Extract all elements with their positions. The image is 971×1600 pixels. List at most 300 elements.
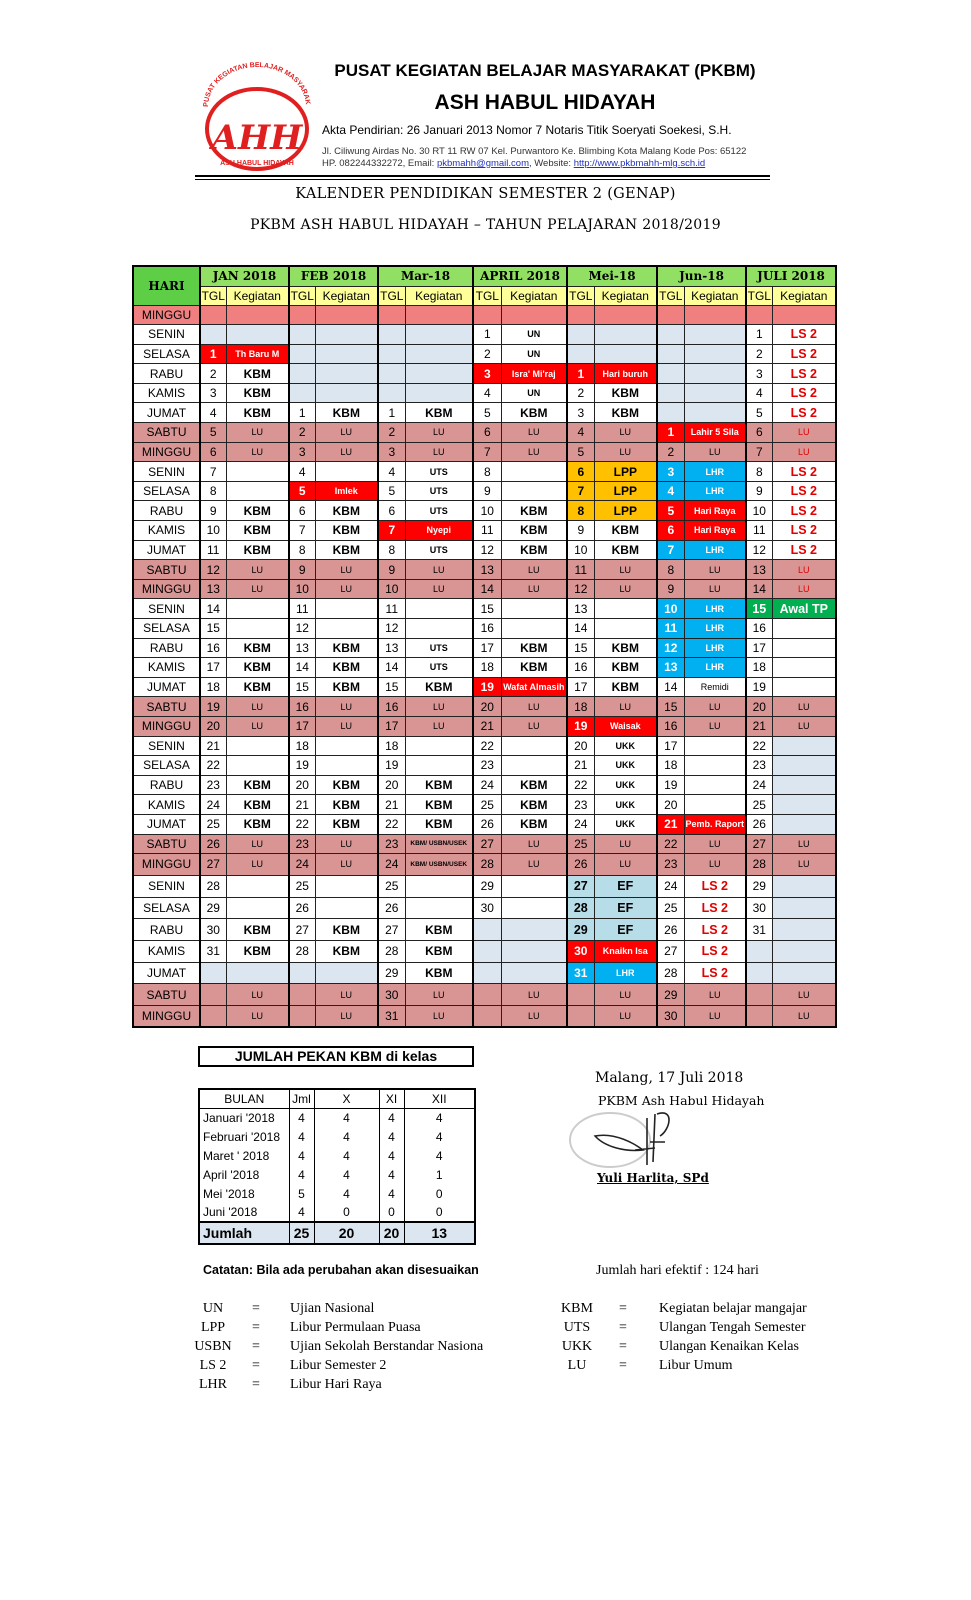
- activity-cell: KBM: [315, 795, 378, 815]
- date-cell: 11: [567, 560, 594, 580]
- date-cell: [746, 1005, 772, 1027]
- activity-cell: LU: [405, 697, 473, 717]
- date-cell: 30: [657, 1005, 684, 1027]
- activity-cell: [684, 756, 746, 776]
- activity-cell: [594, 344, 657, 364]
- date-cell: 24: [200, 795, 226, 815]
- calendar-row: [133, 481, 836, 501]
- day-name: JUMAT: [133, 677, 200, 697]
- activity-cell: LU: [405, 442, 473, 462]
- activity-cell: LU: [315, 579, 378, 599]
- date-cell: 17: [289, 716, 315, 736]
- activity-cell: UKK: [594, 814, 657, 834]
- date-cell: 1: [289, 403, 315, 423]
- date-cell: 5: [200, 423, 226, 443]
- activity-cell: [315, 462, 378, 482]
- date-cell: 30: [200, 919, 226, 941]
- kegiatan-header: Kegiatan: [315, 286, 378, 305]
- activity-cell: KBM: [226, 814, 289, 834]
- date-cell: 5: [657, 501, 684, 521]
- date-cell: [567, 984, 594, 1006]
- activity-cell: KBM: [405, 795, 473, 815]
- activity-cell: LS 2: [772, 403, 836, 423]
- activity-cell: [594, 599, 657, 619]
- calendar-row: [133, 919, 836, 941]
- date-cell: 10: [567, 540, 594, 560]
- legend-equals: =: [619, 1358, 627, 1373]
- activity-cell: [501, 619, 567, 639]
- email-link[interactable]: pkbmahh@gmail.com: [436, 158, 529, 169]
- legend-abbr: LS 2: [199, 1358, 227, 1373]
- activity-cell: [594, 619, 657, 639]
- activity-cell: UTS: [405, 481, 473, 501]
- date-cell: 30: [746, 897, 772, 919]
- calendar-row: [133, 560, 836, 580]
- date-cell: 30: [473, 897, 501, 919]
- activity-cell: LS 2: [772, 462, 836, 482]
- activity-cell: LS 2: [684, 875, 746, 897]
- activity-cell: KBM: [315, 658, 378, 678]
- date-cell: 15: [746, 599, 772, 619]
- date-cell: [657, 364, 684, 384]
- calendar-row: [133, 697, 836, 717]
- date-cell: 20: [567, 736, 594, 756]
- signatory-name: Yuli Harlita, SPd: [597, 1171, 709, 1185]
- summary-cell: 4: [404, 1108, 475, 1127]
- activity-cell: UKK: [594, 736, 657, 756]
- activity-cell: [315, 599, 378, 619]
- day-name: SELASA: [133, 619, 200, 639]
- activity-cell: LU: [315, 854, 378, 876]
- date-cell: 20: [746, 697, 772, 717]
- activity-cell: LHR: [684, 619, 746, 639]
- calendar-row: [133, 677, 836, 697]
- date-cell: 15: [567, 638, 594, 658]
- date-cell: 19: [378, 756, 405, 776]
- date-cell: 13: [473, 560, 501, 580]
- activity-cell: LU: [772, 442, 836, 462]
- activity-cell: [772, 940, 836, 962]
- month-header: JAN 2018: [200, 266, 289, 286]
- legend-description: Ujian Nasional: [290, 1301, 375, 1316]
- summary-cell: 4: [379, 1184, 404, 1203]
- date-cell: 23: [567, 795, 594, 815]
- date-cell: 13: [200, 579, 226, 599]
- activity-cell: KBM: [405, 814, 473, 834]
- activity-cell: KBM: [315, 403, 378, 423]
- kegiatan-header: Kegiatan: [501, 286, 567, 305]
- activity-cell: LU: [772, 1005, 836, 1027]
- date-cell: 14: [289, 658, 315, 678]
- summary-total-cell: Jumlah: [199, 1222, 289, 1244]
- date-cell: 6: [289, 501, 315, 521]
- date-cell: 7: [567, 481, 594, 501]
- summary-cell: 4: [289, 1127, 314, 1146]
- date-cell: 17: [200, 658, 226, 678]
- date-cell: 17: [657, 736, 684, 756]
- date-cell: 24: [289, 854, 315, 876]
- activity-cell: [684, 364, 746, 384]
- date-cell: 12: [746, 540, 772, 560]
- activity-cell: [684, 305, 746, 325]
- activity-cell: LU: [226, 1005, 289, 1027]
- activity-cell: KBM: [501, 775, 567, 795]
- month-header: APRIL 2018: [473, 266, 567, 286]
- date-cell: [746, 962, 772, 984]
- date-cell: 11: [200, 540, 226, 560]
- activity-cell: KBM: [315, 501, 378, 521]
- date-cell: 6: [657, 521, 684, 541]
- summary-cell: Februari '2018: [199, 1127, 289, 1146]
- activity-cell: KBM: [501, 540, 567, 560]
- activity-cell: LU: [315, 1005, 378, 1027]
- day-name: SENIN: [133, 462, 200, 482]
- calendar-row: [133, 795, 836, 815]
- activity-cell: LS 2: [772, 364, 836, 384]
- date-cell: 14: [200, 599, 226, 619]
- date-cell: 23: [657, 854, 684, 876]
- calendar-row: [133, 1005, 836, 1027]
- date-cell: 4: [567, 423, 594, 443]
- date-cell: 28: [657, 962, 684, 984]
- activity-cell: KBM: [501, 403, 567, 423]
- date-cell: [657, 344, 684, 364]
- summary-cell: 4: [379, 1127, 404, 1146]
- summary-cell: 4: [289, 1203, 314, 1222]
- date-cell: 16: [200, 638, 226, 658]
- activity-cell: [772, 638, 836, 658]
- date-cell: 29: [746, 875, 772, 897]
- contact: HP. 082244332272, Email:: [322, 158, 437, 169]
- date-cell: 25: [567, 834, 594, 854]
- date-cell: 16: [289, 697, 315, 717]
- activity-cell: Hari Raya: [684, 501, 746, 521]
- date-cell: 19: [200, 697, 226, 717]
- activity-cell: KBM: [226, 658, 289, 678]
- date-cell: [200, 1005, 226, 1027]
- summary-header: Jml: [289, 1089, 314, 1108]
- date-cell: 13: [289, 638, 315, 658]
- activity-cell: LHR: [684, 658, 746, 678]
- activity-cell: Imlek: [315, 481, 378, 501]
- date-cell: 21: [378, 795, 405, 815]
- activity-cell: LU: [594, 834, 657, 854]
- summary-table: [198, 1088, 476, 1245]
- date-cell: 23: [200, 775, 226, 795]
- activity-cell: KBM: [594, 403, 657, 423]
- activity-cell: UKK: [594, 795, 657, 815]
- date-cell: 6: [567, 462, 594, 482]
- date-cell: 15: [473, 599, 501, 619]
- date-cell: 29: [657, 984, 684, 1006]
- activity-cell: Awal TP: [772, 599, 836, 619]
- legend-description: Libur Permulaan Puasa: [290, 1320, 421, 1335]
- logo-bottom-text: ASH HABUL HIDAYAH: [220, 160, 294, 167]
- calendar-row: [133, 897, 836, 919]
- activity-cell: [501, 599, 567, 619]
- date-cell: [289, 364, 315, 384]
- activity-cell: LU: [594, 423, 657, 443]
- activity-cell: UTS: [405, 638, 473, 658]
- calendar-row: [133, 834, 836, 854]
- activity-cell: KBM: [594, 540, 657, 560]
- calendar-row: [133, 962, 836, 984]
- activity-cell: KBM: [226, 638, 289, 658]
- activity-cell: [501, 736, 567, 756]
- activity-cell: KBM: [226, 919, 289, 941]
- activity-cell: [405, 897, 473, 919]
- date-cell: 21: [289, 795, 315, 815]
- activity-cell: LU: [772, 834, 836, 854]
- date-cell: 9: [567, 521, 594, 541]
- day-name: JUMAT: [133, 540, 200, 560]
- activity-cell: KBM: [315, 638, 378, 658]
- calendar-row: [133, 325, 836, 345]
- date-cell: [378, 344, 405, 364]
- date-cell: 3: [473, 364, 501, 384]
- activity-cell: LU: [594, 560, 657, 580]
- date-cell: 8: [200, 481, 226, 501]
- date-cell: 24: [378, 854, 405, 876]
- date-cell: [657, 383, 684, 403]
- calendar-row: [133, 579, 836, 599]
- date-cell: [289, 383, 315, 403]
- activity-cell: LU: [501, 697, 567, 717]
- org-name-line2: ASH HABUL HIDAYAH: [434, 91, 656, 114]
- summary-cell: April '2018: [199, 1165, 289, 1184]
- date-cell: 7: [473, 442, 501, 462]
- date-cell: 24: [657, 875, 684, 897]
- day-name: KAMIS: [133, 940, 200, 962]
- summary-title: JUMLAH PEKAN KBM di kelas: [198, 1046, 474, 1067]
- activity-cell: LHR: [684, 599, 746, 619]
- day-name: SELASA: [133, 344, 200, 364]
- activity-cell: LU: [405, 560, 473, 580]
- date-cell: 26: [657, 919, 684, 941]
- day-name: SENIN: [133, 875, 200, 897]
- activity-cell: KBM: [405, 775, 473, 795]
- activity-cell: LU: [684, 560, 746, 580]
- logo-text: AHH: [211, 118, 303, 158]
- summary-row: [199, 1127, 475, 1146]
- day-name: RABU: [133, 775, 200, 795]
- activity-cell: [405, 599, 473, 619]
- date-cell: 6: [746, 423, 772, 443]
- summary-cell: 4: [314, 1146, 379, 1165]
- website-link[interactable]: http://www.pkbmahh-mlg.sch.id: [573, 158, 706, 169]
- activity-cell: [772, 619, 836, 639]
- date-cell: 14: [473, 579, 501, 599]
- activity-cell: [772, 658, 836, 678]
- activity-cell: LU: [226, 442, 289, 462]
- day-name: MINGGU: [133, 1005, 200, 1027]
- date-cell: 14: [378, 658, 405, 678]
- date-cell: 20: [657, 795, 684, 815]
- activity-cell: LU: [684, 1005, 746, 1027]
- activity-cell: KBM: [594, 521, 657, 541]
- tgl-header: TGL: [378, 286, 405, 305]
- day-name: SENIN: [133, 325, 200, 345]
- calendar-row: [133, 638, 836, 658]
- summary-cell: 4: [314, 1165, 379, 1184]
- summary-cell: 4: [289, 1108, 314, 1127]
- activity-cell: LS 2: [772, 344, 836, 364]
- date-cell: 4: [657, 481, 684, 501]
- activity-cell: [405, 305, 473, 325]
- legend-abbr: KBM: [561, 1301, 593, 1316]
- date-cell: 16: [746, 619, 772, 639]
- date-cell: 30: [378, 984, 405, 1006]
- calendar-row: [133, 875, 836, 897]
- date-cell: 8: [378, 540, 405, 560]
- legend-abbr: UTS: [563, 1320, 591, 1335]
- date-cell: [567, 1005, 594, 1027]
- activity-cell: LS 2: [684, 897, 746, 919]
- date-cell: 6: [200, 442, 226, 462]
- activity-cell: Hari Raya: [684, 521, 746, 541]
- date-cell: 2: [200, 364, 226, 384]
- date-cell: 20: [289, 775, 315, 795]
- activity-cell: LS 2: [772, 521, 836, 541]
- summary-row: [199, 1184, 475, 1203]
- date-cell: 27: [746, 834, 772, 854]
- activity-cell: LU: [226, 697, 289, 717]
- date-cell: 24: [746, 775, 772, 795]
- activity-cell: LU: [315, 834, 378, 854]
- date-cell: [378, 383, 405, 403]
- activity-cell: KBM: [226, 940, 289, 962]
- activity-cell: LS 2: [772, 540, 836, 560]
- month-header: JULI 2018: [746, 266, 836, 286]
- activity-cell: KBM/ USBN/USEK: [405, 834, 473, 854]
- date-cell: 22: [567, 775, 594, 795]
- activity-cell: Isra' Mi'raj: [501, 364, 567, 384]
- calendar-row: [133, 756, 836, 776]
- kegiatan-header: Kegiatan: [405, 286, 473, 305]
- activity-cell: [772, 305, 836, 325]
- date-cell: 4: [746, 383, 772, 403]
- activity-cell: UN: [501, 383, 567, 403]
- calendar-row: [133, 305, 836, 325]
- activity-cell: [405, 619, 473, 639]
- activity-cell: Th Baru M: [226, 344, 289, 364]
- date-cell: 18: [746, 658, 772, 678]
- day-name: SELASA: [133, 481, 200, 501]
- summary-total-cell: 13: [404, 1222, 475, 1244]
- date-cell: 19: [567, 716, 594, 736]
- activity-cell: [315, 619, 378, 639]
- day-name: MINGGU: [133, 854, 200, 876]
- date-cell: [473, 305, 501, 325]
- day-name: KAMIS: [133, 795, 200, 815]
- activity-cell: [684, 344, 746, 364]
- date-cell: 8: [473, 462, 501, 482]
- summary-cell: 4: [404, 1146, 475, 1165]
- date-cell: 22: [473, 736, 501, 756]
- activity-cell: [226, 875, 289, 897]
- date-cell: 17: [746, 638, 772, 658]
- date-cell: 4: [473, 383, 501, 403]
- calendar-row: [133, 540, 836, 560]
- logo: [198, 55, 316, 173]
- activity-cell: [405, 756, 473, 776]
- day-name: SABTU: [133, 560, 200, 580]
- legend-abbr: USBN: [194, 1339, 232, 1354]
- date-cell: 24: [567, 814, 594, 834]
- date-cell: 25: [378, 875, 405, 897]
- summary-cell: 4: [379, 1146, 404, 1165]
- akta-pendirian: Akta Pendirian: 26 Januari 2013 Nomor 7 Notaris Titik Soeryati Soekesi, S.H.: [322, 123, 732, 137]
- summary-header-row: [199, 1089, 475, 1108]
- day-name: SENIN: [133, 736, 200, 756]
- day-name: SABTU: [133, 834, 200, 854]
- date-cell: 7: [200, 462, 226, 482]
- day-name: RABU: [133, 501, 200, 521]
- activity-cell: [315, 383, 378, 403]
- day-name: KAMIS: [133, 383, 200, 403]
- date-cell: 23: [746, 756, 772, 776]
- date-cell: 22: [746, 736, 772, 756]
- activity-cell: LU: [772, 697, 836, 717]
- website-label: , Website:: [528, 158, 574, 169]
- activity-cell: LU: [501, 560, 567, 580]
- date-cell: 28: [378, 940, 405, 962]
- date-cell: 19: [746, 677, 772, 697]
- activity-cell: Hari buruh: [594, 364, 657, 384]
- date-cell: 18: [567, 697, 594, 717]
- date-cell: 28: [200, 875, 226, 897]
- activity-cell: [501, 897, 567, 919]
- calendar-row: [133, 364, 836, 384]
- activity-cell: [315, 325, 378, 345]
- address-block: [322, 146, 746, 170]
- date-cell: [289, 344, 315, 364]
- activity-cell: KBM: [501, 501, 567, 521]
- activity-cell: LS 2: [684, 919, 746, 941]
- summary-cell: 0: [404, 1203, 475, 1222]
- activity-cell: LU: [405, 716, 473, 736]
- day-name: SABTU: [133, 984, 200, 1006]
- date-cell: [289, 325, 315, 345]
- summary-row: [199, 1203, 475, 1222]
- date-cell: 26: [378, 897, 405, 919]
- date-cell: 19: [289, 756, 315, 776]
- summary-cell: 4: [314, 1108, 379, 1127]
- legend-equals: =: [252, 1358, 260, 1373]
- date-cell: 11: [378, 599, 405, 619]
- date-cell: 20: [378, 775, 405, 795]
- date-cell: [473, 962, 501, 984]
- date-cell: 3: [289, 442, 315, 462]
- summary-cell: Maret ' 2018: [199, 1146, 289, 1165]
- month-header: FEB 2018: [289, 266, 378, 286]
- date-cell: 12: [289, 619, 315, 639]
- date-cell: 2: [378, 423, 405, 443]
- summary-cell: 4: [379, 1165, 404, 1184]
- date-cell: 30: [567, 940, 594, 962]
- date-cell: 4: [289, 462, 315, 482]
- date-cell: 16: [378, 697, 405, 717]
- date-cell: [567, 344, 594, 364]
- summary-cell: 0: [404, 1184, 475, 1203]
- activity-cell: KBM: [226, 521, 289, 541]
- date-cell: 28: [473, 854, 501, 876]
- activity-cell: LU: [594, 984, 657, 1006]
- activity-cell: UN: [501, 344, 567, 364]
- date-cell: [200, 962, 226, 984]
- date-cell: 21: [746, 716, 772, 736]
- calendar-row: [133, 462, 836, 482]
